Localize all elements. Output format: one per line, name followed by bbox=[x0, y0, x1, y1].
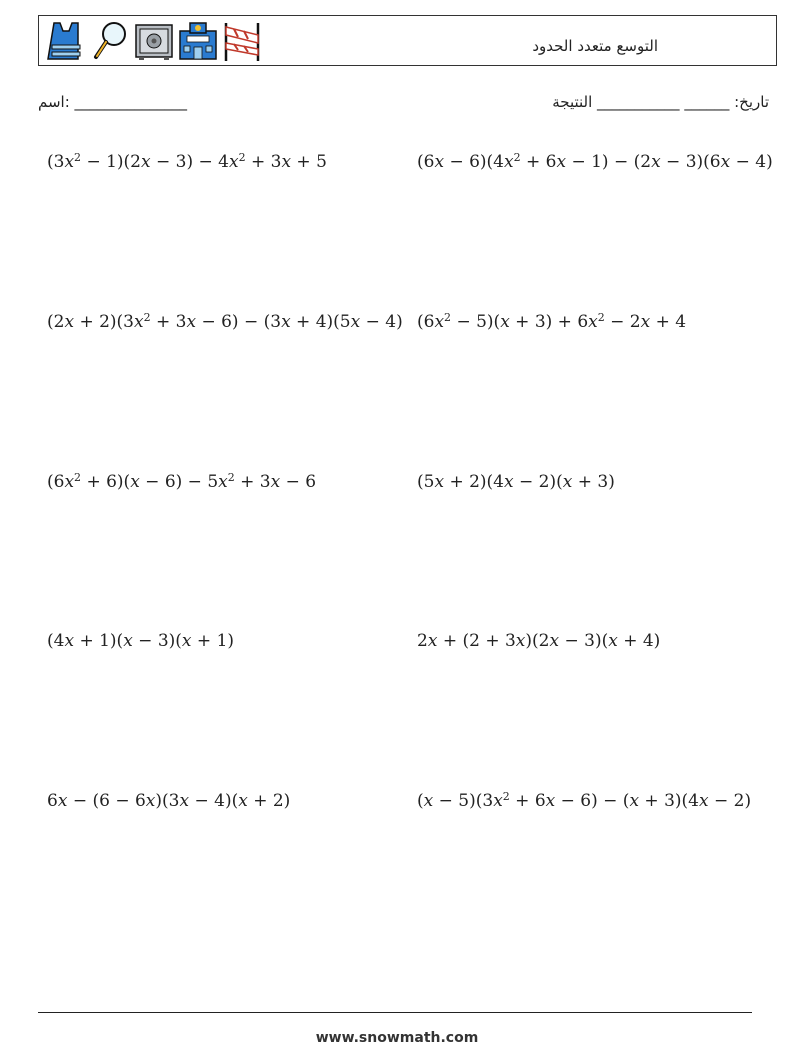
problem-5: $(6x^2 + 6)(x - 6) - 5x^2 + 3x - 6$ bbox=[47, 471, 317, 492]
barrier-icon bbox=[222, 19, 262, 63]
footer-divider bbox=[38, 1012, 752, 1013]
police-vest-icon bbox=[46, 19, 86, 63]
name-field: اسم: _______________ bbox=[38, 93, 188, 111]
problem-1: $(3x^2 - 1)(2x - 3) - 4x^2 + 3x + 5$ bbox=[47, 151, 327, 172]
problem-4: $(6x^2 - 5)(x + 3) + 6x^2 - 2x + 4$ bbox=[417, 311, 687, 332]
worksheet-title: التوسع متعدد الحدود bbox=[532, 37, 658, 55]
worksheet-header bbox=[38, 15, 777, 66]
problem-7: (4x + 1)(x − 3)(x + 1) bbox=[47, 631, 235, 651]
date-score-field: تاريخ: ______ ___________ النتيجة bbox=[552, 93, 769, 111]
problem-10: $(x - 5)(3x^2 + 6x - 6) - (x + 3)(4x - 2)$ bbox=[417, 790, 752, 811]
header-icons bbox=[46, 19, 262, 63]
problem-3: $(2x + 2)(3x^2 + 3x - 6) - (3x + 4)(5x - 4)$ bbox=[47, 311, 403, 332]
police-station-icon bbox=[178, 19, 218, 63]
problem-6: (5x + 2)(4x − 2)(x + 3) bbox=[417, 472, 615, 492]
problem-8: 2x + (2 + 3x)(2x − 3)(x + 4) bbox=[417, 631, 661, 651]
footer-site: www.snowmath.com bbox=[315, 1030, 479, 1046]
safe-icon bbox=[134, 19, 174, 63]
problem-9: 6x − (6 − 6x)(3x − 4)(x + 2) bbox=[47, 791, 291, 811]
problem-2: $(6x - 6)(4x^2 + 6x - 1) - (2x - 3)(6x - 4)$ bbox=[417, 151, 773, 172]
magnifying-glass-icon bbox=[90, 19, 130, 63]
